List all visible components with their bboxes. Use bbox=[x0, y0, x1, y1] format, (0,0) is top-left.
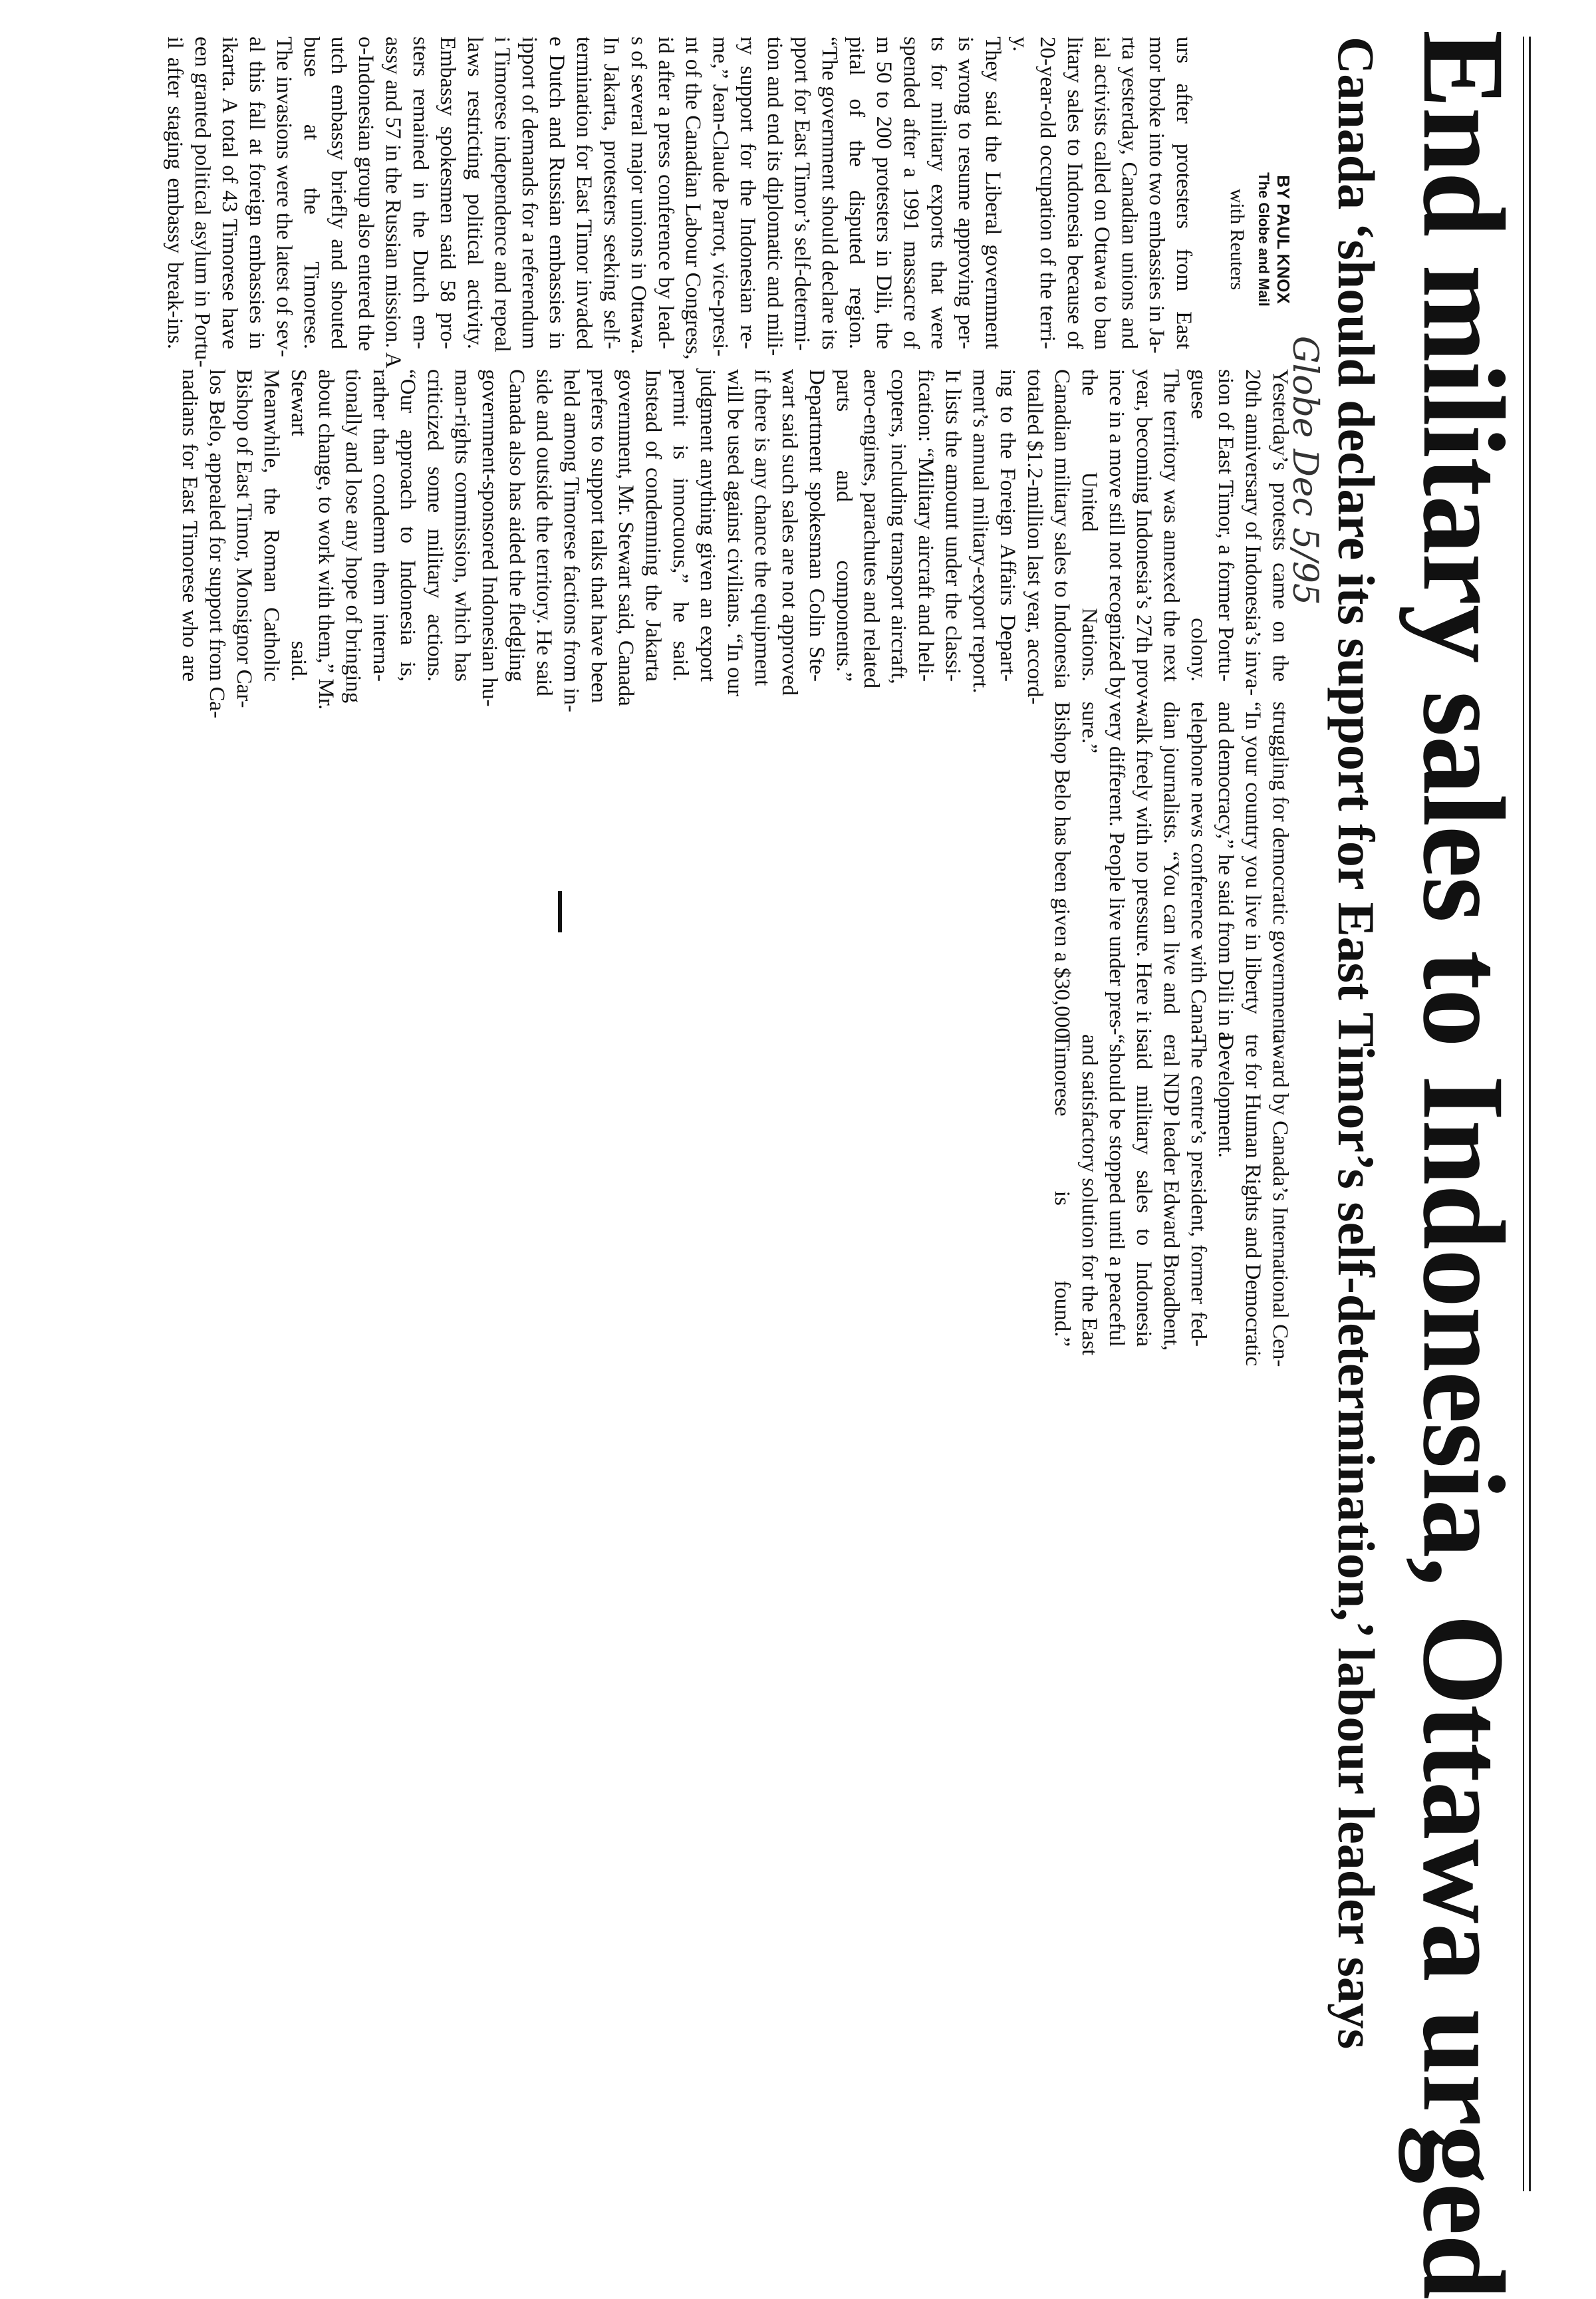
column-line: In Jakarta, protesters seeking self- bbox=[599, 37, 623, 349]
column-line: if there is any chance the equipment bbox=[750, 369, 774, 686]
column-line: Department spokesman Colin Ste- bbox=[805, 369, 829, 682]
column-line: Meanwhile, the Roman Catholic bbox=[259, 369, 283, 682]
column-line: and democracy,” he said from Dili in a bbox=[1214, 702, 1238, 1042]
column-line: urs after protesters from East bbox=[1172, 37, 1196, 349]
column-line: me,” Jean-Claude Parrot, vice-presi- bbox=[708, 37, 732, 357]
column-line: the United Nations. bbox=[1077, 369, 1101, 682]
column-line: aero-engines, parachutes and related bbox=[859, 369, 883, 689]
column-line: spended after a 1991 massacre of bbox=[899, 37, 923, 349]
column-line: criticized some military actions. bbox=[423, 369, 447, 682]
column-line: tre for Human Rights and Democratic bbox=[1241, 1034, 1265, 1367]
column-line: copters, including transport aircraft, bbox=[886, 369, 910, 684]
article-column-2 bbox=[176, 369, 1293, 719]
handwritten-date-note: Globe Dec 5/95 bbox=[1285, 336, 1325, 605]
column-line: ince in a move still not recognized by bbox=[1105, 369, 1129, 699]
column-line: prefers to support talks that have been bbox=[587, 369, 610, 704]
column-line: 20-year-old occupation of the terri- bbox=[1035, 37, 1059, 349]
article-column-3 bbox=[1048, 702, 1293, 1043]
column-line: een granted political asylum in Portu- bbox=[190, 37, 214, 368]
column-line: Canadian military sales to Indonesia bbox=[1050, 369, 1074, 689]
column-line: telephone news conference with Cana- bbox=[1186, 702, 1210, 1042]
byline bbox=[1227, 126, 1293, 352]
column-line: held among Timorese factions from in- bbox=[559, 369, 583, 713]
column-line: o-Indonesian group also entered the bbox=[354, 37, 378, 351]
column-line: fication: “Military aircraft and heli- bbox=[914, 369, 938, 682]
column-line: il after staging embassy break-ins. bbox=[163, 37, 187, 349]
column-line: pital of the disputed region. bbox=[845, 37, 868, 349]
byline-author: BY PAUL KNOX bbox=[1273, 175, 1293, 304]
column-line: i Timorese independence and repeal bbox=[490, 37, 514, 352]
column-line: ial activists called on Ottawa to ban bbox=[1090, 37, 1114, 350]
column-end-dash bbox=[558, 891, 562, 932]
article-column-1 bbox=[161, 37, 1197, 368]
column-line: “In your country you live in liberty bbox=[1241, 702, 1265, 1014]
column-line: parts and components.” bbox=[832, 369, 856, 682]
column-line: wart said such sales are not approved bbox=[777, 369, 801, 696]
column-line: Development. bbox=[1214, 1034, 1238, 1158]
column-line: litary sales to Indonesia because of bbox=[1063, 37, 1087, 349]
subhead: Canada ‘should declare its support for East Timor’s self-determination,’ labour leader says bbox=[1327, 37, 1385, 2050]
column-line: is wrong to resume approving per- bbox=[954, 37, 978, 349]
column-line: utch embassy briefly and shouted bbox=[327, 37, 350, 349]
column-line: judgment anything given an export bbox=[696, 369, 720, 682]
column-line: It lists the amount under the classi- bbox=[941, 369, 965, 682]
top-rule bbox=[1529, 37, 1531, 2191]
column-line: about change, to work with them,” Mr. bbox=[314, 369, 338, 710]
column-line: ikarta. A total of 43 Timorese have bbox=[217, 37, 241, 349]
column-line: termination for East Timor invaded bbox=[572, 37, 596, 349]
column-line: and satisfactory solution for the East bbox=[1077, 1034, 1101, 1355]
column-line: pport for East Timor’s self-determi- bbox=[790, 37, 814, 351]
column-line: nadians for East Timorese who are bbox=[178, 369, 201, 682]
column-line: very different. People live under pres- bbox=[1105, 702, 1129, 1035]
column-line: Canada also has aided the fledgling bbox=[505, 369, 529, 682]
column-line: mor broke into two embassies in Ja- bbox=[1144, 37, 1168, 354]
column-line: Bishop of East Timor, Monsignor Car- bbox=[232, 369, 256, 708]
column-line: laws restricting political activity. bbox=[463, 37, 487, 349]
column-line: man-rights commission, which has bbox=[450, 369, 474, 682]
byline-outlet: The Globe and Mail bbox=[1256, 172, 1272, 307]
column-line: Instead of condemning the Jakarta bbox=[641, 369, 665, 682]
byline-wire: with Reuters bbox=[1226, 188, 1248, 291]
column-line: y. bbox=[1008, 37, 1032, 52]
column-line: struggling for democratic government. bbox=[1268, 702, 1292, 1041]
column-line: eral NDP leader Edward Broadbent, bbox=[1159, 1034, 1183, 1351]
column-line: The invasions were the latest of sev- bbox=[272, 37, 296, 358]
column-line: government-sponsored Indonesian hu- bbox=[477, 369, 501, 707]
column-line: side and outside the territory. He said bbox=[532, 369, 556, 696]
column-line: buse at the Timorese. bbox=[299, 37, 323, 349]
column-line: The centre’s president, former fed- bbox=[1186, 1034, 1210, 1347]
column-line: “should be stopped until a peaceful bbox=[1105, 1034, 1129, 1347]
column-line: los Belo, appealed for support from Ca- bbox=[205, 369, 229, 719]
column-line: m 50 to 200 protesters in Dili, the bbox=[872, 37, 896, 349]
column-line: rather than condemn them interna- bbox=[368, 369, 392, 682]
column-line: ment’s annual military-export report. bbox=[968, 369, 992, 694]
column-line: id after a press conference by lead- bbox=[654, 37, 678, 349]
column-line: assy and 57 in the Russian mission. A bbox=[381, 37, 405, 368]
column-line: dian journalists. “You can live and bbox=[1159, 702, 1183, 1014]
column-line: sion of East Timor, a former Portu- bbox=[1214, 369, 1238, 682]
column-line: s of several major unions in Ottawa. bbox=[626, 37, 650, 354]
column-line: tionally and lose any hope of bringing bbox=[341, 369, 365, 704]
column-line: Bishop Belo has been given a $30,000 bbox=[1050, 702, 1074, 1039]
article-column-4 bbox=[1048, 1034, 1293, 1367]
column-line: award by Canada’s International Cen- bbox=[1268, 1034, 1292, 1367]
column-line: 20th anniversary of Indonesia’s inva- bbox=[1241, 369, 1265, 696]
column-line: They said the Liberal government bbox=[981, 37, 1005, 349]
column-line: The territory was annexed the next bbox=[1159, 369, 1183, 682]
column-line: tion and end its diplomatic and mili- bbox=[763, 37, 787, 356]
column-line: Timorese is found.” bbox=[1050, 1034, 1074, 1347]
column-line: permit is innocuous,” he said. bbox=[668, 369, 692, 682]
column-line: ipport of demands for a referendum bbox=[517, 37, 541, 350]
column-line: e Dutch and Russian embassies in bbox=[545, 37, 569, 349]
column-line: sure.” bbox=[1077, 702, 1101, 753]
column-line: rta yesterday, Canadian unions and bbox=[1117, 37, 1141, 349]
column-line: al this fall at foreign embassies in bbox=[245, 37, 269, 349]
column-line: said military sales to Indonesia bbox=[1132, 1034, 1156, 1347]
column-line: government, Mr. Stewart said, Canada bbox=[614, 369, 638, 706]
column-line: “The government should declare its bbox=[817, 37, 841, 350]
headline: End military sales to Indonesia, Ottawa urged bbox=[1398, 30, 1528, 2299]
column-line: “Our approach to Indonesia is, bbox=[396, 369, 420, 682]
column-line: totalled $1.2-million last year, accord- bbox=[1023, 369, 1047, 705]
column-line: ry support for the Indonesian re- bbox=[735, 37, 759, 349]
column-line: Yesterday’s protests came on the bbox=[1268, 369, 1292, 682]
column-line: will be used against civilians. “In our bbox=[723, 369, 747, 697]
column-line: Stewart said. bbox=[287, 369, 311, 682]
column-line: year, becoming Indonesia’s 27th prov- bbox=[1132, 369, 1156, 707]
column-line: nt of the Canadian Labour Congress, bbox=[681, 37, 705, 360]
column-line: sters remained in the Dutch em- bbox=[408, 37, 432, 349]
column-line: ing to the Foreign Affairs Depart- bbox=[996, 369, 1019, 682]
column-line: ts for military exports that were bbox=[926, 37, 950, 349]
column-line: walk freely with no pressure. Here it is bbox=[1132, 702, 1156, 1043]
column-line: guese colony. bbox=[1186, 369, 1210, 682]
column-line: Embassy spokesmen said 58 pro- bbox=[436, 37, 460, 349]
